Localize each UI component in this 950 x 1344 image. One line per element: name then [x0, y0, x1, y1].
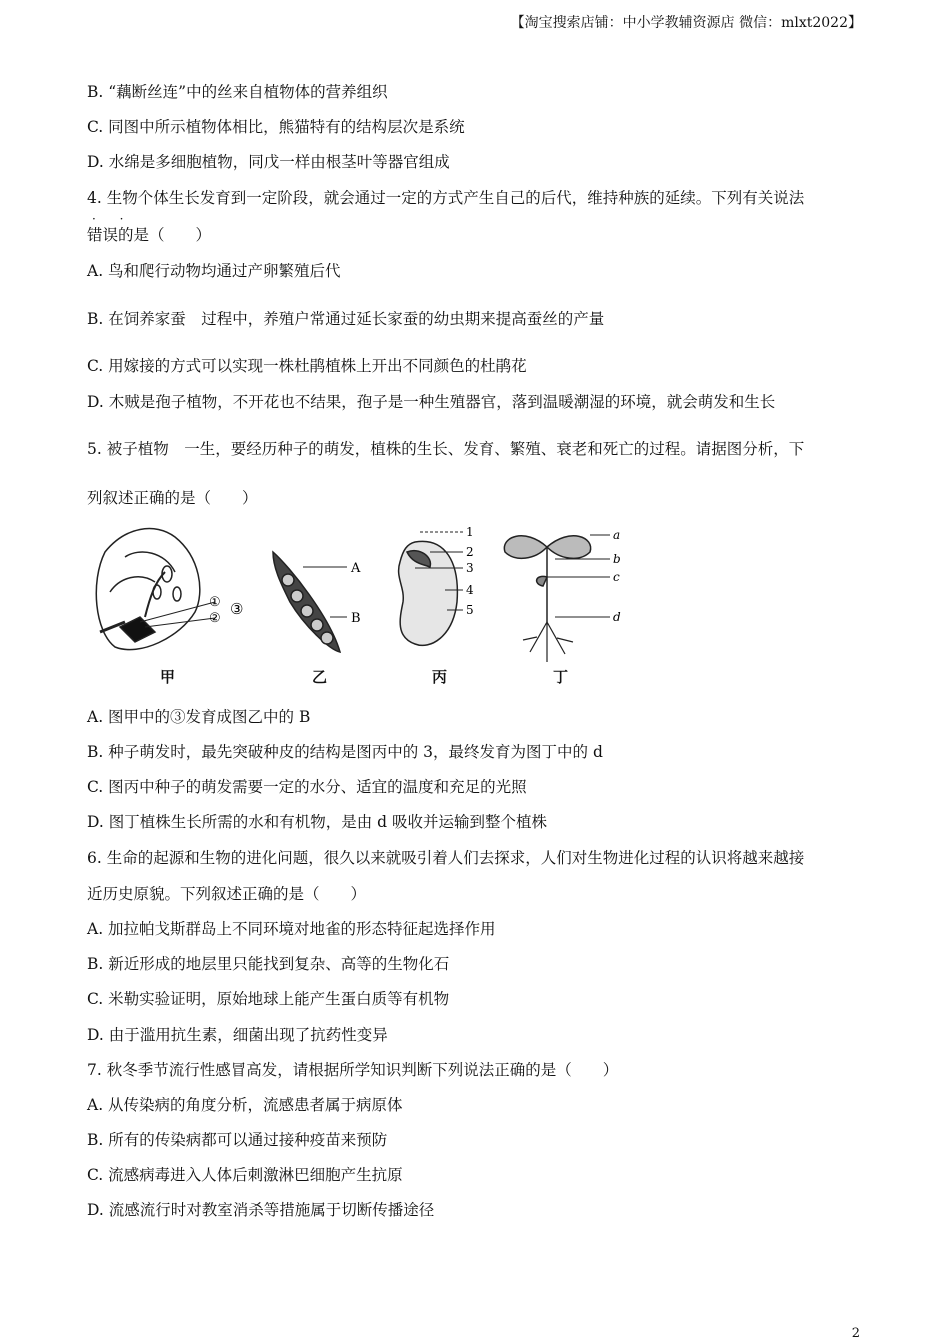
text-line: C. 同图中所示植物体相比，熊猫特有的结构层次是系统 — [87, 118, 465, 136]
bing-mark-3: 3 — [466, 561, 474, 575]
jia-mark-1: ① — [209, 595, 221, 610]
ding-mark-c: c — [613, 570, 620, 584]
jia-mark-3: ③ — [230, 600, 244, 618]
page-header: 【淘宝搜索店铺：中小学教辅资源店 微信：mlxt2022】 — [510, 15, 862, 31]
text-line: A. 图甲中的③发育成图乙中的 B — [87, 708, 311, 726]
text-line: D. 木贼是孢子植物，不开花也不结果，孢子是一种生殖器官，落到温暖潮湿的环境，就会萌发和生长 — [87, 393, 776, 411]
text-line: C. 用嫁接的方式可以实现一株杜鹃植株上开出不同颜色的杜鹃花 — [87, 357, 527, 375]
text-line: B. 在饲养家蚕 过程中，养殖户常通过延长家蚕的幼虫期来提高蚕丝的产量 — [87, 310, 605, 328]
bing-mark-2: 2 — [466, 545, 474, 559]
ding-mark-b: b — [613, 552, 621, 566]
page-number: 2 — [851, 1326, 860, 1341]
text-line: A. 鸟和爬行动物均通过产卵繁殖后代 — [87, 262, 341, 280]
text-line: A. 从传染病的角度分析，流感患者属于病原体 — [87, 1096, 403, 1114]
text-line: A. 加拉帕戈斯群岛上不同环境对地雀的形态特征起选择作用 — [87, 920, 496, 938]
text-line: D. 流感流行时对教室消杀等措施属于切断传播途径 — [87, 1201, 435, 1219]
flower-diagram — [96, 529, 215, 650]
bing-mark-1: 1 — [466, 525, 474, 539]
ding-mark-a: a — [613, 528, 621, 542]
pod-diagram — [273, 552, 347, 652]
bing-mark-4: 4 — [466, 583, 474, 597]
question-5-stem: 5. 被子植物 一生，要经历种子的萌发，植株的生长、发育、繁殖、衰老和死亡的过程。请据图分析，下 — [87, 440, 805, 458]
text-line: C. 流感病毒进入人体后刺激淋巴细胞产生抗原 — [87, 1166, 403, 1184]
jia-mark-2: ② — [209, 611, 221, 626]
ding-mark-d: d — [613, 610, 621, 624]
seed-diagram — [399, 532, 463, 645]
question-6-stem: 6. 生命的起源和生物的进化问题，很久以来就吸引着人们去探求，人们对生物进化过程的认识将越来越接 — [87, 849, 805, 867]
text-line: 近历史原貌。下列叙述正确的是（ ） — [87, 885, 367, 903]
question-4-stem: 4. 生物个体生长发育到一定阶段，就会通过一定的方式产生自己的后代，维持种族的延续。下列有关说法 — [87, 189, 805, 207]
figure-label-ding: 丁 — [553, 668, 569, 686]
bing-mark-5: 5 — [466, 603, 474, 617]
figure-label-jia: 甲 — [160, 668, 176, 686]
text-line: 错误的是（ ） — [87, 226, 212, 244]
text-line: D. 由于滥用抗生素，细菌出现了抗药性变异 — [87, 1026, 388, 1044]
text-line: D. 水绵是多细胞植物，同戊一样由根茎叶等器官组成 — [87, 153, 450, 171]
text-line: B. 新近形成的地层里只能找到复杂、高等的生物化石 — [87, 955, 450, 973]
text-line: B. “藕断丝连”中的丝来自植物体的营养组织 — [87, 83, 388, 101]
yi-mark-a: A — [351, 561, 361, 576]
text-line: D. 图丁植株生长所需的水和有机物，是由 d 吸收并运输到整个植株 — [87, 813, 548, 831]
text-line: C. 米勒实验证明，原始地球上能产生蛋白质等有机物 — [87, 990, 450, 1008]
yi-mark-b: B — [351, 611, 361, 626]
text-line: B. 所有的传染病都可以通过接种疫苗来预防 — [87, 1131, 388, 1149]
emphasis-dots: · · — [92, 212, 134, 226]
text-line: 列叙述正确的是（ ） — [87, 489, 258, 507]
text-line: C. 图丙中种子的萌发需要一定的水分、适宜的温度和充足的光照 — [87, 778, 527, 796]
seedling-diagram — [504, 535, 610, 662]
figure-label-bing: 丙 — [432, 668, 448, 686]
question-7-stem: 7. 秋冬季节流行性感冒高发，请根据所学知识判断下列说法正确的是（ ） — [87, 1061, 619, 1079]
figure-label-yi: 乙 — [312, 668, 328, 686]
text-line: B. 种子萌发时，最先突破种皮的结构是图丙中的 3，最终发育为图丁中的 d — [87, 743, 603, 761]
